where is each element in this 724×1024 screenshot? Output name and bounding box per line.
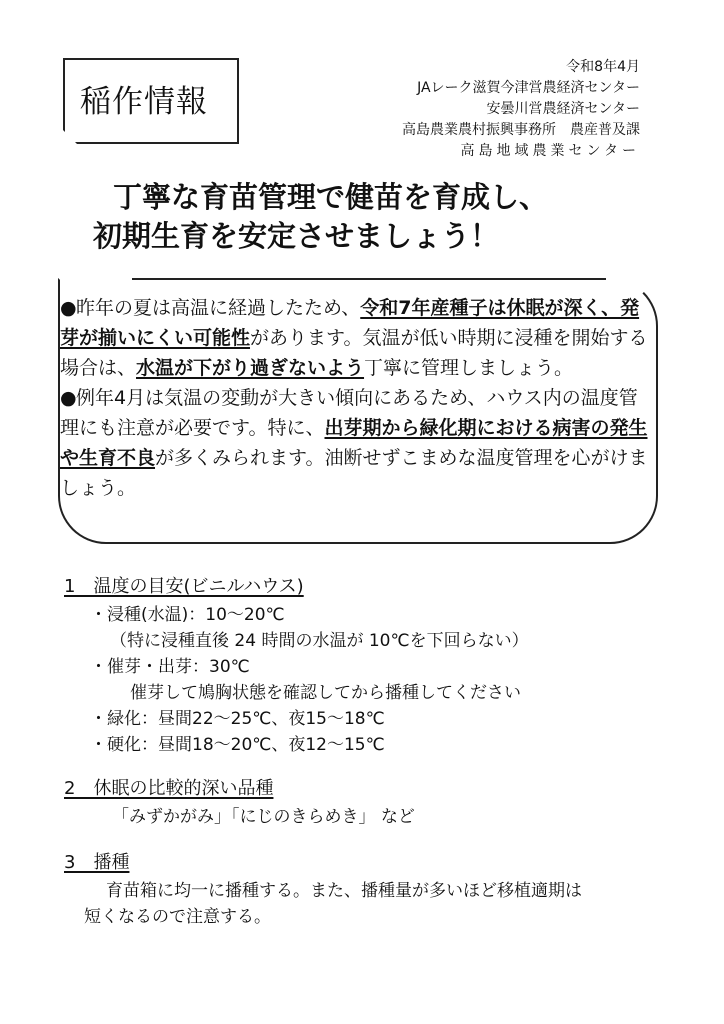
issue-date: 令和8年4月	[566, 59, 640, 75]
section-2-body: 「みずかがみ」「にじのきらめき」 など	[112, 807, 415, 827]
section-3-line: 短くなるので注意する。	[84, 907, 271, 927]
issuer-line: 安曇川営農経済センター	[486, 101, 640, 117]
section-1-line: ・浸種(水温)：10～20℃	[90, 605, 285, 625]
section-1-line: ・硬化：昼間18～20℃、夜12～15℃	[90, 735, 385, 755]
headline-line-2: 初期生育を安定させましょう！	[93, 219, 500, 253]
bullet-icon: ●	[60, 387, 77, 409]
section-1-line: ・催芽・出芽：30℃	[90, 657, 250, 677]
section-1-line: 催芽して鳩胸状態を確認してから播種してください	[130, 683, 521, 703]
section-1-line: ・緑化：昼間22～25℃、夜15～18℃	[90, 709, 385, 729]
issuer-block	[402, 57, 640, 162]
headline	[93, 178, 548, 256]
section-2-title: 2 休眠の比較的深い品種	[64, 778, 274, 799]
issuer-line: 高島地域農業センター	[460, 143, 640, 159]
notice-box-top-border	[132, 278, 606, 280]
section-3	[64, 848, 129, 874]
document-title: 稲作情報	[80, 84, 208, 120]
notice-body	[60, 293, 650, 503]
section-1	[64, 572, 304, 598]
section-1-line: （特に浸種直後 24 時間の水温が 10℃を下回らない）	[110, 631, 529, 651]
bullet-icon: ●	[60, 297, 77, 319]
headline-line-1: 丁寧な育苗管理で健苗を育成し、	[113, 180, 549, 214]
section-3-title: 3 播種	[64, 852, 130, 873]
issuer-line: JAレーク滋賀今津営農経済センター	[417, 80, 640, 96]
emphasis: 令和7年産種子は休眠が深く、発芽が揃いにくい可能性	[60, 297, 640, 349]
emphasis: 出芽期から緑化期における病害の発生や生育不良	[60, 417, 648, 469]
notice-paragraph-2: ●例年4月は気温の変動が大きい傾向にあるため、ハウス内の温度管理にも注意が必要です。特に、出芽期から緑化期における病害の発生や生育不良が多くみられます。油断せずこまめな温度管理を心がけましょう。	[60, 383, 650, 503]
section-1-title: 1 温度の目安(ビニルハウス)	[64, 576, 304, 597]
issuer-line: 高島農業農村振興事務所 農産普及課	[402, 122, 640, 138]
emphasis: 水温が下がり過ぎないよう	[136, 357, 365, 379]
notice-paragraph-1: ●昨年の夏は高温に経過したため、令和7年産種子は休眠が深く、発芽が揃いにくい可能性があります。気温が低い時期に浸種を開始する場合は、水温が下がり過ぎないよう丁寧に管理しましょう。	[60, 293, 650, 383]
section-2	[64, 774, 273, 800]
section-3-line: 育苗箱に均一に播種する。また、播種量が多いほど移植適期は	[106, 881, 582, 901]
